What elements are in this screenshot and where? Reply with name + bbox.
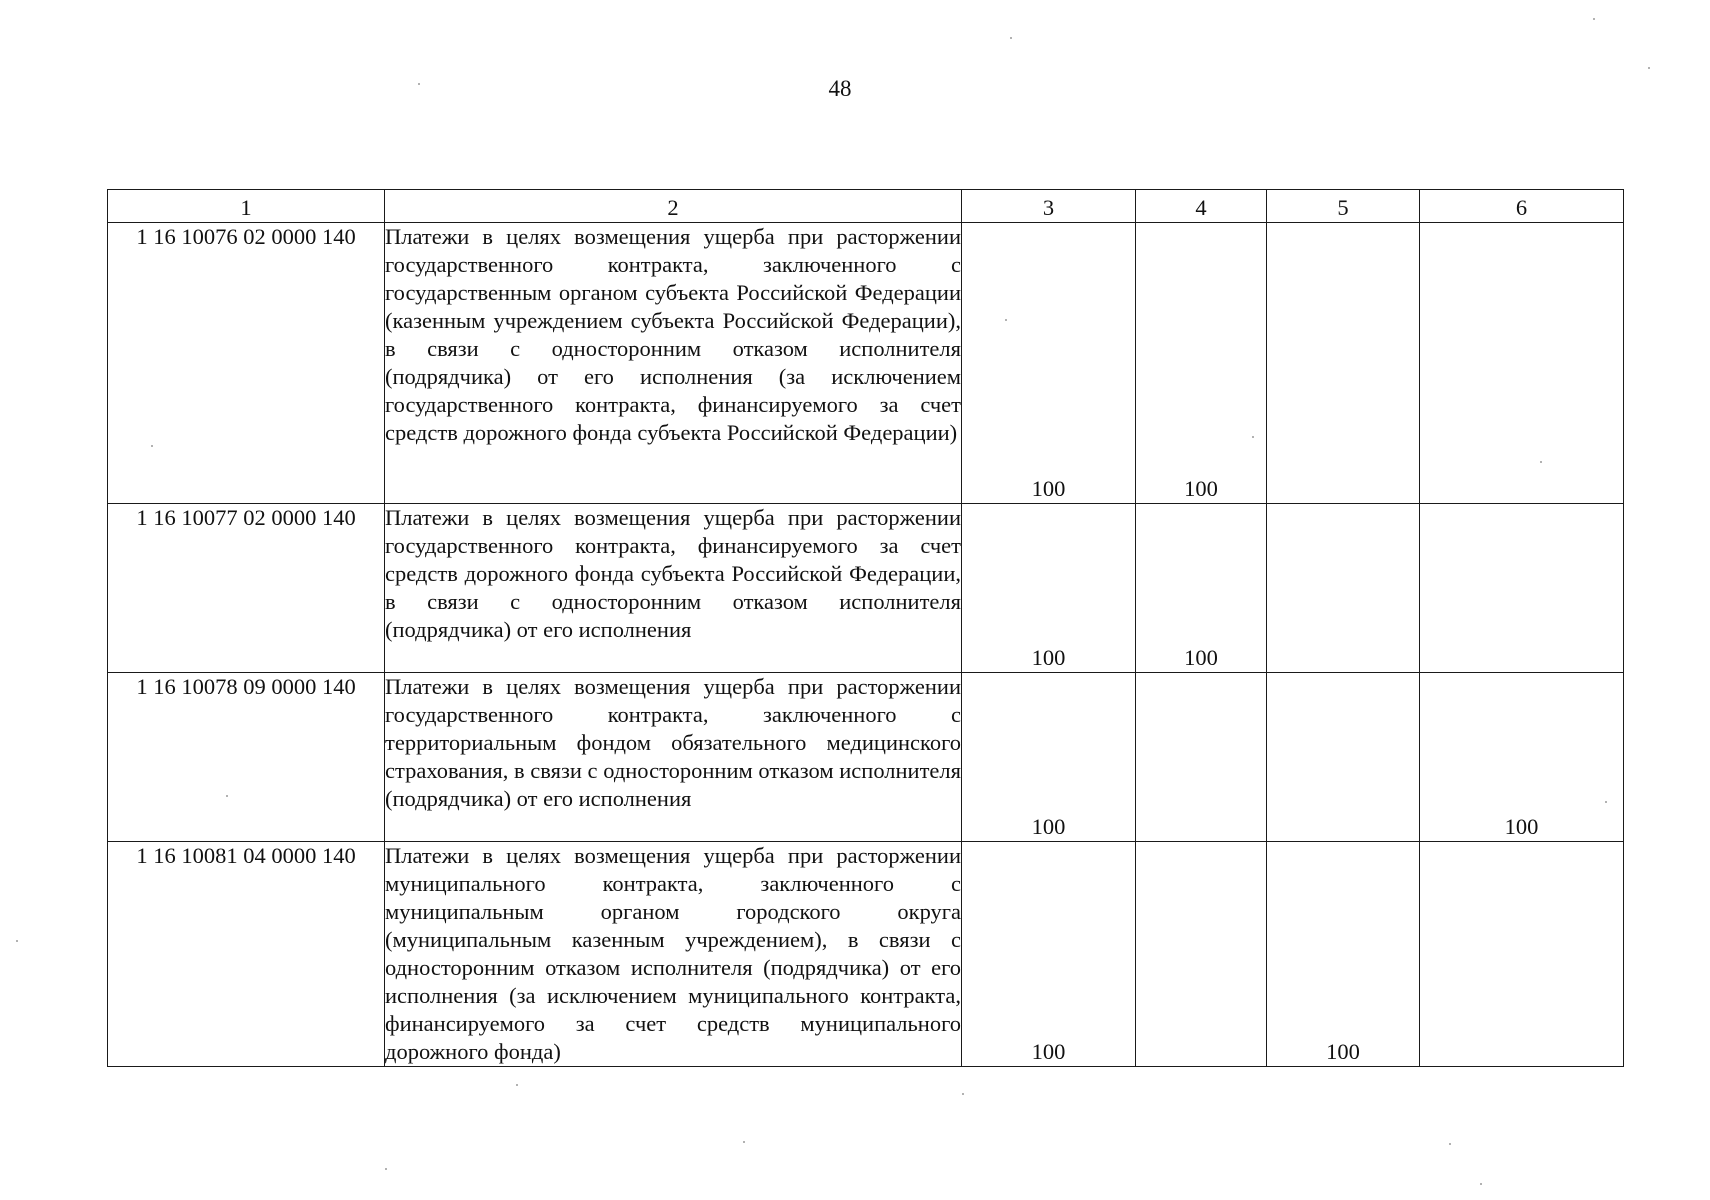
scan-speck — [516, 1084, 518, 1086]
value-cell-col5 — [1267, 673, 1420, 842]
table-row — [108, 673, 1624, 842]
value-cell-col3: 100 — [962, 223, 1136, 504]
description-cell: Платежи в целях возмещения ущерба при расторжении муниципального контракта, заключенного с муниципальным органом городского округа (муниципальным казенным учреждением), в связи с односторонним отказом исполнителя (подрядчика) от его исполнения (за исключением муниципального контракта, финансируемого за счет средств муниципального дорожного фонда) — [385, 842, 962, 1067]
column-header-4: 4 — [1136, 190, 1267, 223]
scan-speck — [16, 940, 18, 942]
value-cell-col5 — [1267, 223, 1420, 504]
scan-speck — [385, 1168, 387, 1170]
scan-speck — [1010, 37, 1012, 39]
scan-speck — [151, 445, 153, 447]
value-cell-col6 — [1420, 223, 1624, 504]
value-cell-col6: 100 — [1420, 673, 1624, 842]
scan-speck — [1648, 67, 1650, 69]
code-cell: 1 16 10081 04 0000 140 — [108, 842, 385, 1067]
value-cell-col4 — [1136, 673, 1267, 842]
code-cell: 1 16 10078 09 0000 140 — [108, 673, 385, 842]
column-header-5: 5 — [1267, 190, 1420, 223]
table-row — [108, 504, 1624, 673]
value-cell-col6 — [1420, 842, 1624, 1067]
value-cell-col3: 100 — [962, 504, 1136, 673]
value-cell-col4 — [1136, 842, 1267, 1067]
column-header-1: 1 — [108, 190, 385, 223]
scan-speck — [1605, 801, 1607, 803]
column-header-3: 3 — [962, 190, 1136, 223]
value-cell-col5: 100 — [1267, 842, 1420, 1067]
description-cell: Платежи в целях возмещения ущерба при расторжении государственного контракта, финансируемого за счет средств дорожного фонда субъекта Российской Федерации, в связи с односторонним отказом исполнителя (подрядчика) от его исполнения — [385, 504, 962, 673]
column-header-6: 6 — [1420, 190, 1624, 223]
description-cell: Платежи в целях возмещения ущерба при расторжении государственного контракта, заключенного с территориальным фондом обязательного медицинского страхования, в связи с односторонним отказом исполнителя (подрядчика) от его исполнения — [385, 673, 962, 842]
table-body — [108, 223, 1624, 1067]
description-cell: Платежи в целях возмещения ущерба при расторжении государственного контракта, заключенного с государственным органом субъекта Российской Федерации (казенным учреждением субъекта Российской Федерации), в связи с односторонним отказом исполнителя (подрядчика) от его исполнения (за исключением государственного контракта, финансируемого за счет средств дорожного фонда субъекта Российской Федерации) — [385, 223, 962, 504]
revenue-table — [107, 189, 1624, 1067]
value-cell-col4: 100 — [1136, 223, 1267, 504]
column-header-2: 2 — [385, 190, 962, 223]
scan-speck — [743, 1141, 745, 1143]
scan-speck — [226, 795, 228, 797]
scan-speck — [1449, 1143, 1451, 1145]
scan-speck — [1252, 436, 1254, 438]
table-header — [108, 190, 1624, 223]
scan-speck — [1480, 1183, 1482, 1185]
value-cell-col3: 100 — [962, 842, 1136, 1067]
scan-speck — [962, 1093, 964, 1095]
scan-speck — [1005, 319, 1007, 321]
code-cell: 1 16 10077 02 0000 140 — [108, 504, 385, 673]
table-row — [108, 223, 1624, 504]
header-row — [108, 190, 1624, 223]
scan-speck — [1540, 461, 1542, 463]
code-cell: 1 16 10076 02 0000 140 — [108, 223, 385, 504]
value-cell-col3: 100 — [962, 673, 1136, 842]
scan-speck — [1593, 18, 1595, 20]
scan-speck — [418, 83, 420, 85]
page-number: 48 — [828, 76, 852, 101]
value-cell-col5 — [1267, 504, 1420, 673]
table-row — [108, 842, 1624, 1067]
value-cell-col4: 100 — [1136, 504, 1267, 673]
value-cell-col6 — [1420, 504, 1624, 673]
